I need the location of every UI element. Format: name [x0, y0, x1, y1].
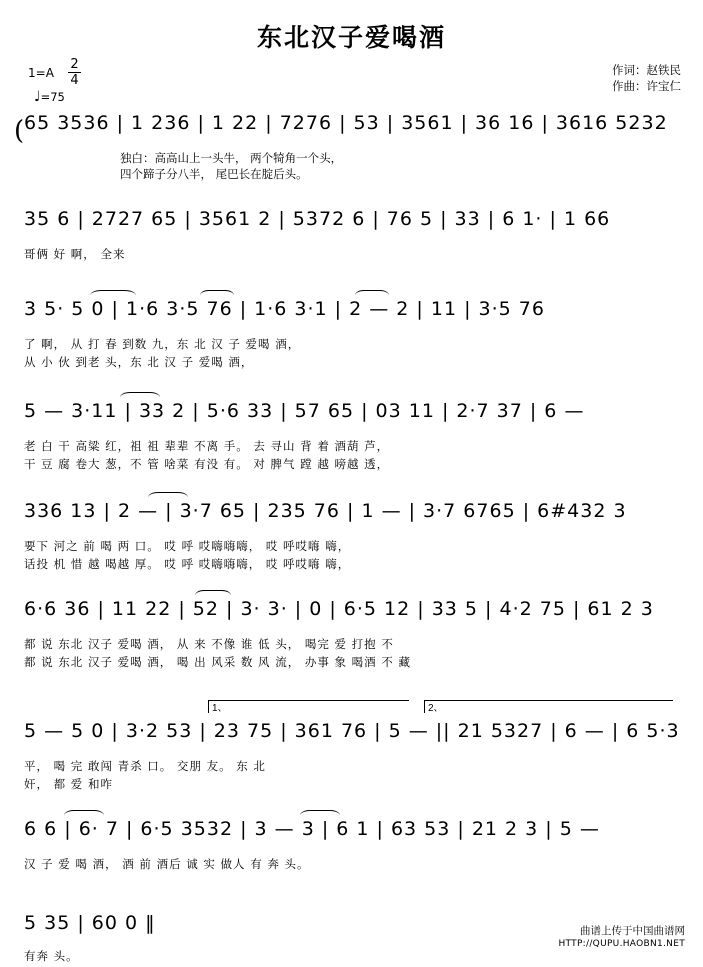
notes-line: 5 — 3·11 | 33 2 | 5·6 33 | 57 65 | 03 11 | 2·7 37 | 6 — — [24, 400, 585, 422]
volta-number-2: 2、 — [428, 703, 444, 714]
notes-line: 6·6 36 | 11 22 | 52 | 3· 3· | 0 | 6·5 12 | 33 5 | 4·2 75 | 61 2 3 — [24, 598, 654, 620]
notes-line: 5 35 | 60 0 ‖ — [24, 912, 156, 934]
footer-url: HTTP://QUPU.HAOBN1.NET — [558, 939, 685, 949]
credits — [612, 62, 681, 94]
notes-line: 35 6 | 2727 65 | 3561 2 | 5372 6 | 76 5 | 33 | 6 1· | 1 66 — [24, 208, 611, 230]
time-signature — [68, 58, 81, 87]
tempo-value: =75 — [40, 90, 65, 104]
notes-line: 5 — 5 0 | 3·2 53 | 23 75 | 361 76 | 5 — || 21 5327 | 6 — | 6 5·3 — [24, 720, 680, 742]
lyric-line-2: 干 豆 腐 卷大 葱，不 管 啥菜 有没 有。 对 脾气 蹚 越 嗙越 透， — [24, 457, 390, 471]
lyric-line-2: 四个蹄子分八半， 尾巴长在腚后头。 — [120, 167, 308, 181]
notes-line: 6 6 | 6· 7 | 6·5 3532 | 3 — 3 | 6 1 | 63 53 | 21 2 3 | 5 — — [24, 818, 600, 840]
volta-bracket-1 — [208, 700, 409, 713]
lyric-line-1: 要下 河之 前 喝 两 口。 哎 呼 哎嗨嗨嗨， 哎 呼哎嗨 嗨， — [24, 539, 351, 553]
footer — [558, 925, 685, 951]
lyric-line-1: 老 白 干 高粱 红，祖 祖 辈辈 不离 手。 去 寻山 背 着 酒葫 芦， — [24, 439, 390, 453]
composer: 作曲：许宝仁 — [612, 79, 681, 93]
page-title: 东北汉子爱喝酒 — [256, 23, 446, 52]
lyric-line-1: 汉 子 爱 喝 酒， 酒 前 酒后 诚 实 做人 有 奔 头。 — [24, 857, 310, 871]
key-signature: 1=A — [28, 66, 54, 80]
lyric-line-1: 平， 喝 完 敢闯 青杀 口。 交朋 友。 东 北 — [24, 759, 266, 773]
quarter-note-icon: ♩ — [34, 89, 41, 105]
notes-line: 336 13 | 2 — | 3·7 65 | 235 76 | 1 — | 3·7 6765 | 6#432 3 — [24, 500, 627, 522]
notes-line: 65 3536 | 1 236 | 1 22 | 7276 | 53 | 3561 | 36 16 | 3616 5232 — [24, 112, 668, 134]
meter-denominator: 4 — [70, 73, 79, 88]
volta-bracket-2 — [424, 700, 673, 713]
lyric-line-1: 有奔 头。 — [24, 949, 79, 963]
lyric-line-1: 了 啊， 从 打 春 到数 九，东 北 汉 子 爱喝 酒， — [24, 337, 301, 351]
volta-number-1: 1、 — [212, 703, 228, 714]
opening-brace: ( — [14, 116, 25, 146]
lyric-line-2: 话投 机 惜 越 喝越 厚。 哎 呼 哎嗨嗨嗨， 哎 呼哎嗨 嗨， — [24, 557, 351, 571]
lyric-line-2: 都 说 东北 汉子 爱喝 酒， 喝 出 风采 数 风 流， 办事 象 喝酒 不 藏 — [24, 655, 411, 669]
notes-line: 3 5· 5 0 | 1·6 3·5 76 | 1·6 3·1 | 2 — 2 | 11 | 3·5 76 — [24, 298, 545, 320]
lyric-line-1: 哥俩 好 啊， 全来 — [24, 247, 126, 261]
meter-numerator: 2 — [70, 57, 79, 72]
lyricist: 作词：赵铁民 — [612, 63, 681, 77]
tempo-marking — [34, 89, 65, 105]
footer-credit: 曲谱上传于中国曲谱网 — [580, 925, 685, 937]
lyric-line-1: 都 说 东北 汉子 爱喝 酒， 从 来 不像 谁 低 头， 喝完 爱 打抱 不 — [24, 637, 394, 651]
lyric-line-2: 从 小 伙 到老 头，东 北 汉 子 爱喝 酒， — [24, 355, 254, 369]
lyric-line-2: 奸， 都 爱 和咋 — [24, 777, 113, 791]
lyric-line-1: 独白：高高山上一头牛， 两个犄角一个头， — [120, 151, 343, 165]
